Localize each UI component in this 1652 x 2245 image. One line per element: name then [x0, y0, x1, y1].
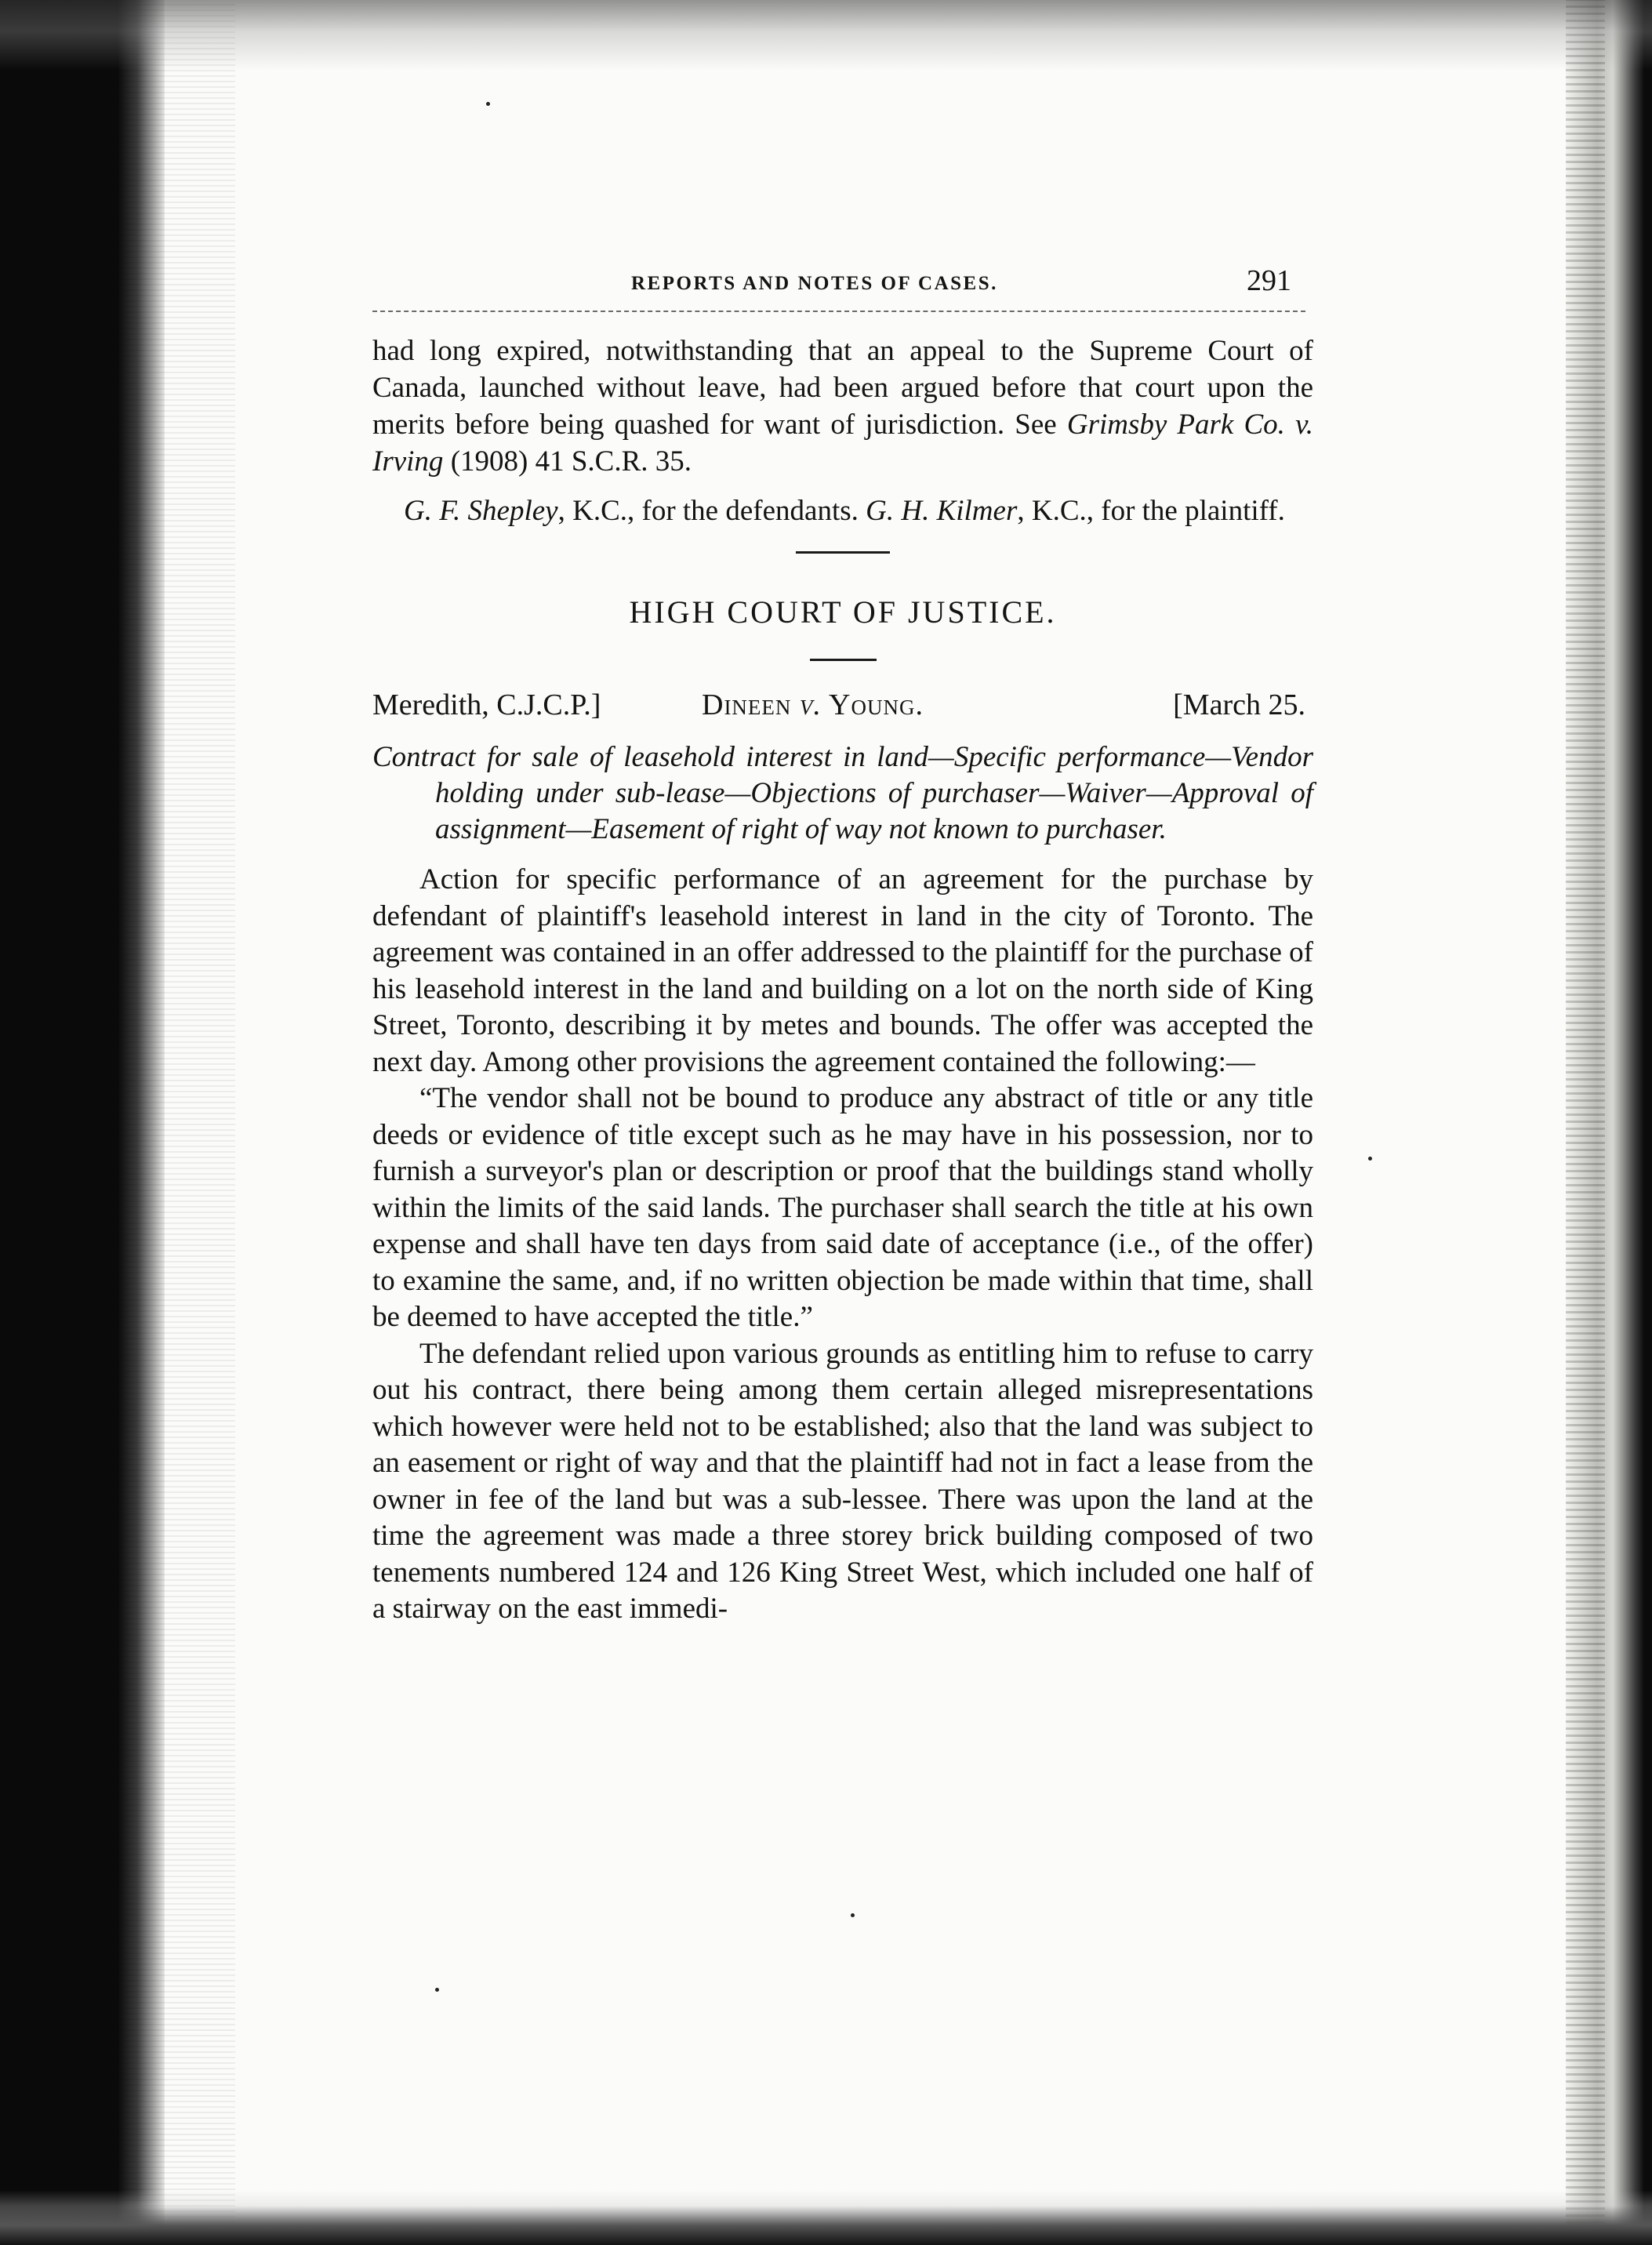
counsel-plaintiff-name: G. H. Kilmer: [866, 495, 1018, 527]
counsel-paragraph: [372, 492, 1313, 529]
carryover-paragraph: [372, 332, 1313, 480]
citation-case-name: Grimsby Park Co. v. Irving: [372, 409, 1314, 478]
page-edge-texture: [1566, 0, 1605, 2245]
case-plaintiff: Dineen: [702, 688, 800, 721]
scan-speck: [435, 1988, 439, 1992]
page-number: 291: [1247, 264, 1291, 297]
case-date: [March 25.: [1173, 688, 1305, 721]
headnote: Contract for sale of leasehold interest in land—Specific performance—Vendor holding under sub-lease—Objections of purchaser—Waiver—Approval of assignment—Easement of right of way not known to purchaser.: [372, 741, 1313, 845]
court-heading: HIGH COURT OF JUSTICE.: [629, 594, 1057, 630]
body-paragraph: The defendant relied upon various grounds as entitling him to refuse to carry out his contract, there being among them certain alleged misrepresentations which however were held not to be established; also that the land was subject to an easement or right of way and that the plaintiff had not in fact a lease from the owner in fee of the land but was a sub-lessee. There was upon the land at the time the agreement was made a three storey brick building composed of two tenements numbered 124 and 126 King Street West, which included one half of a stairway on the east immedi-: [372, 1337, 1313, 1625]
header-rule: [372, 311, 1305, 312]
case-defendant: Young.: [821, 688, 924, 721]
counsel-defendant-name: G. F. Shepley: [404, 495, 558, 527]
heading-divider: [810, 659, 877, 661]
quoted-clause: “The vendor shall not be bound to produce any abstract of title or any title deeds or evidence of title except such as he may have in his possession, nor to furnish a surveyor's plan or description or proof that the buildings stand wholly within the limits of the said lands. The purchaser shall search the title at his own expense and shall have ten days from said date of acceptance (i.e., of the offer) to examine the same, and, if no written objection be made within that time, shall be deemed to have accepted the title.”: [372, 1082, 1313, 1333]
body-paragraph: Action for specific performance of an agreement for the purchase by defendant of plaintiff's leasehold interest in land in the city of Toronto. The agreement was contained in an offer addressed to the plaintiff for the purchase of his leasehold interest in the land and building on a lot on the north side of King Street, Toronto, describing it by metes and bounds. The offer was accepted the next day. Among other provisions the agreement contained the following:—: [372, 863, 1313, 1078]
page-edge-top: [0, 0, 1652, 71]
page-content: [372, 259, 1313, 1628]
scan-speck: [851, 1913, 855, 1917]
counsel-defendant-text: , K.C., for the defendants.: [557, 495, 866, 527]
running-title: REPORTS AND NOTES OF CASES.: [631, 273, 998, 294]
case-caption: [372, 688, 1313, 735]
scan-speck: [486, 102, 490, 106]
section-divider: [796, 551, 890, 554]
case-name: [702, 688, 924, 722]
case-judge: Meredith, C.J.C.P.]: [372, 688, 601, 721]
scan-speck: [1368, 1157, 1372, 1161]
gutter-shadow: [118, 0, 235, 2245]
running-head: [372, 259, 1313, 306]
case-versus: v.: [799, 688, 822, 721]
page-edge-bottom: [0, 2190, 1652, 2245]
carryover-text: had long expired, notwithstanding that an appeal to the Supreme Court of Canada, launched without leave, had been argued before that court upon the merits before being quashed for want of jurisdiction. See: [372, 335, 1313, 441]
citation-reporter: (1908) 41 S.C.R. 35.: [443, 445, 692, 478]
counsel-plaintiff-text: , K.C., for the plaintiff.: [1017, 495, 1285, 527]
